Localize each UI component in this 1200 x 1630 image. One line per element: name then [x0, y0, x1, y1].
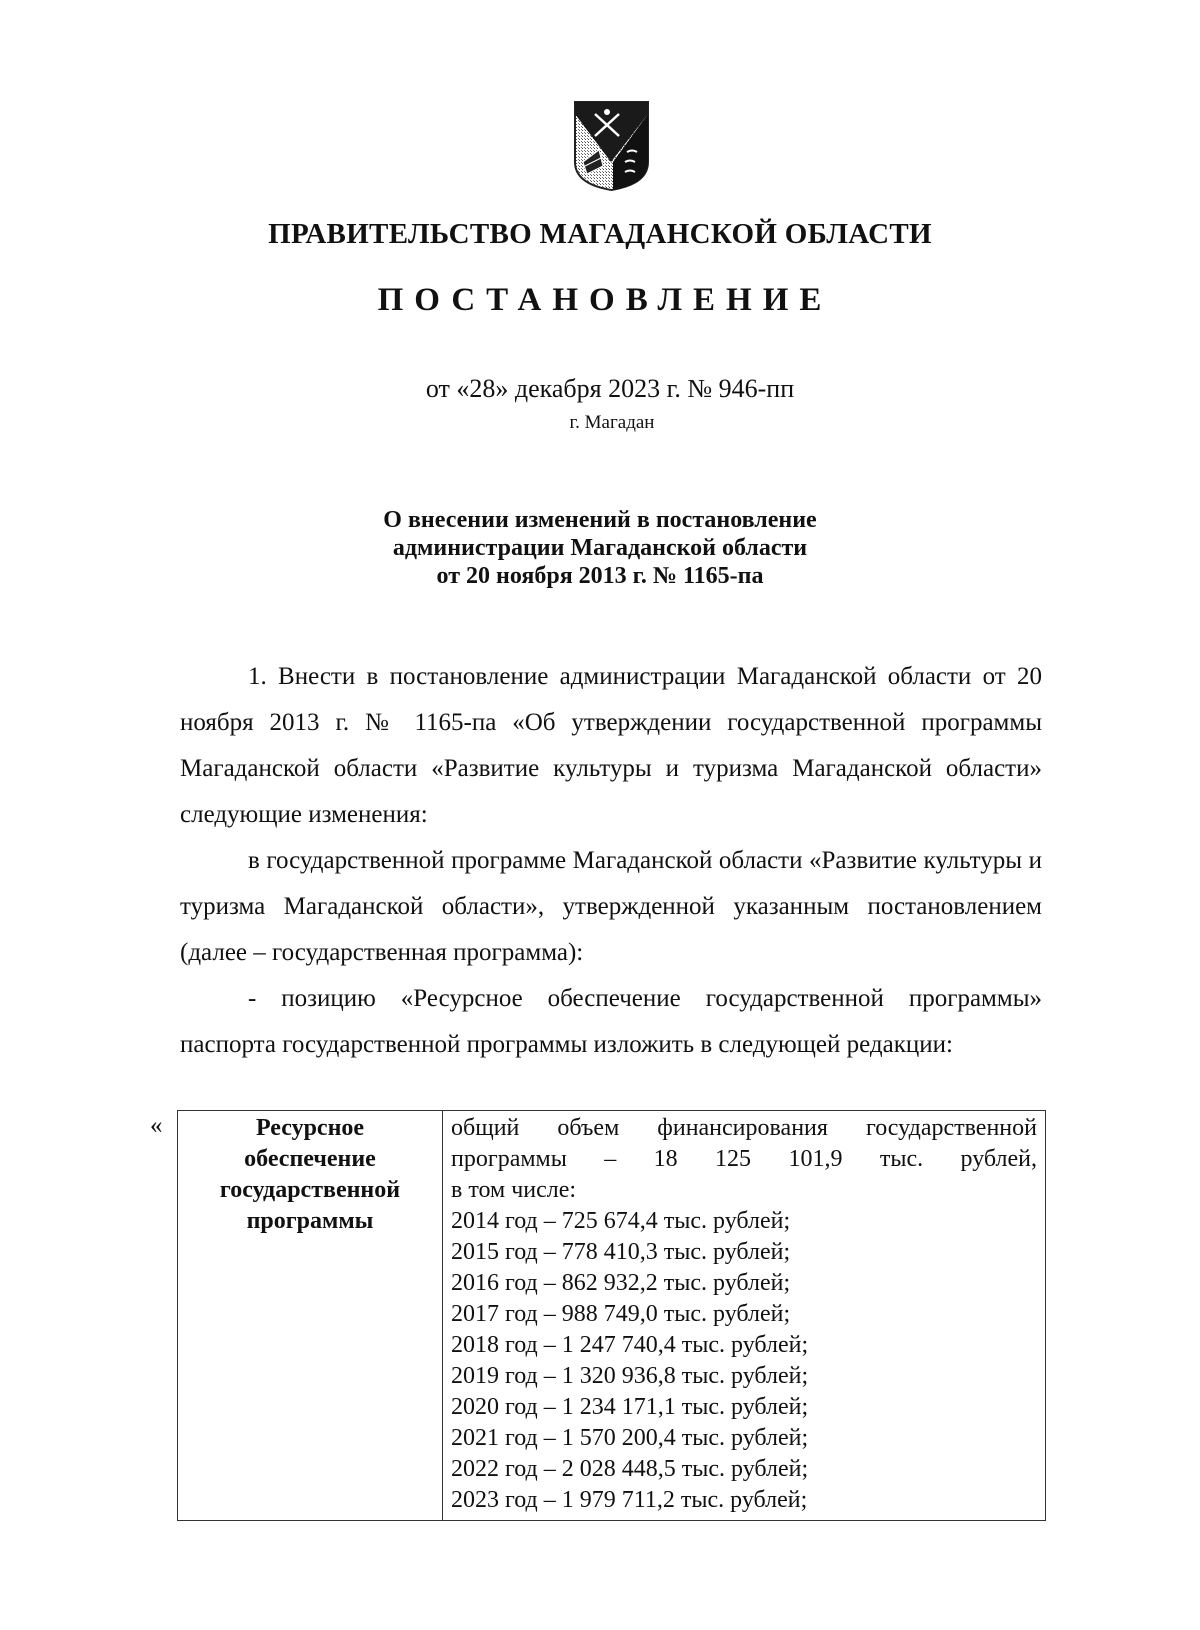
subject-line: администрации Магаданской области	[392, 535, 808, 561]
document-date-number: от «28» декабря 2023 г. № 946-пп	[425, 374, 795, 403]
opening-quote: «	[150, 1112, 163, 1139]
body-paragraph: - позицию «Ресурсное обеспечение государственной программы» паспорта государственной программы изложить в следующей редакции:	[180, 985, 1042, 1058]
year-funding-line: 2014 год – 725 674,4 тыс. рублей;	[451, 1208, 791, 1234]
subject-line: от 20 ноября 2013 г. № 1165-па	[436, 563, 764, 589]
document-city: г. Магадан	[569, 412, 655, 433]
body-paragraph: в государственной программе Магаданской области «Развитие культуры и туризма Магаданской области», утвержденной указанным постановлением (далее – государственная программа):	[180, 847, 1042, 966]
document-type: ПОСТАНОВЛЕНИЕ	[377, 282, 833, 318]
subject-line: О внесении изменений в постановление	[383, 507, 817, 533]
year-funding-line: 2023 год – 1 979 711,2 тыс. рублей;	[451, 1487, 808, 1513]
year-funding-line: 2017 год – 988 749,0 тыс. рублей;	[451, 1301, 791, 1327]
coat-of-arms-icon	[573, 100, 650, 192]
year-funding-line: 2016 год – 862 932,2 тыс. рублей;	[451, 1270, 791, 1296]
label-line: Ресурсное	[255, 1115, 365, 1141]
year-funding-line: 2019 год – 1 320 936,8 тыс. рублей;	[451, 1363, 809, 1389]
document-body	[180, 654, 1042, 1068]
year-funding-line: 2022 год – 2 028 448,5 тыс. рублей;	[451, 1456, 809, 1482]
total-funding-line: общий объем финансирования государственной	[451, 1115, 1037, 1141]
resource-value-cell	[443, 1111, 1046, 1521]
year-funding-line: 2020 год – 1 234 171,1 тыс. рублей;	[451, 1394, 809, 1420]
year-funding-line: 2021 год – 1 570 200,4 тыс. рублей;	[451, 1425, 809, 1451]
year-funding-line: 2018 год – 1 247 740,4 тыс. рублей;	[451, 1332, 809, 1358]
label-line: обеспечение	[244, 1146, 376, 1172]
year-funding-line: 2015 год – 778 410,3 тыс. рублей;	[451, 1239, 791, 1265]
total-funding-line: в том числе:	[451, 1177, 577, 1203]
total-funding-line: программы – 18 125 101,9 тыс. рублей,	[451, 1146, 1037, 1172]
document-subject	[0, 506, 1200, 590]
resource-label-cell	[178, 1111, 443, 1521]
label-line: государственной	[219, 1177, 401, 1203]
body-paragraph: 1. Внести в постановление администрации Магаданской области от 20 ноября 2013 г. № 1165-па «Об утверждении государственной программы Магаданской области «Развитие культуры и туризма Магаданской области» следующие изменения:	[180, 663, 1042, 828]
resource-table	[177, 1110, 1046, 1521]
table-row	[178, 1111, 1046, 1521]
government-title: ПРАВИТЕЛЬСТВО МАГАДАНСКОЙ ОБЛАСТИ	[268, 218, 932, 250]
label-line: программы	[246, 1208, 374, 1234]
